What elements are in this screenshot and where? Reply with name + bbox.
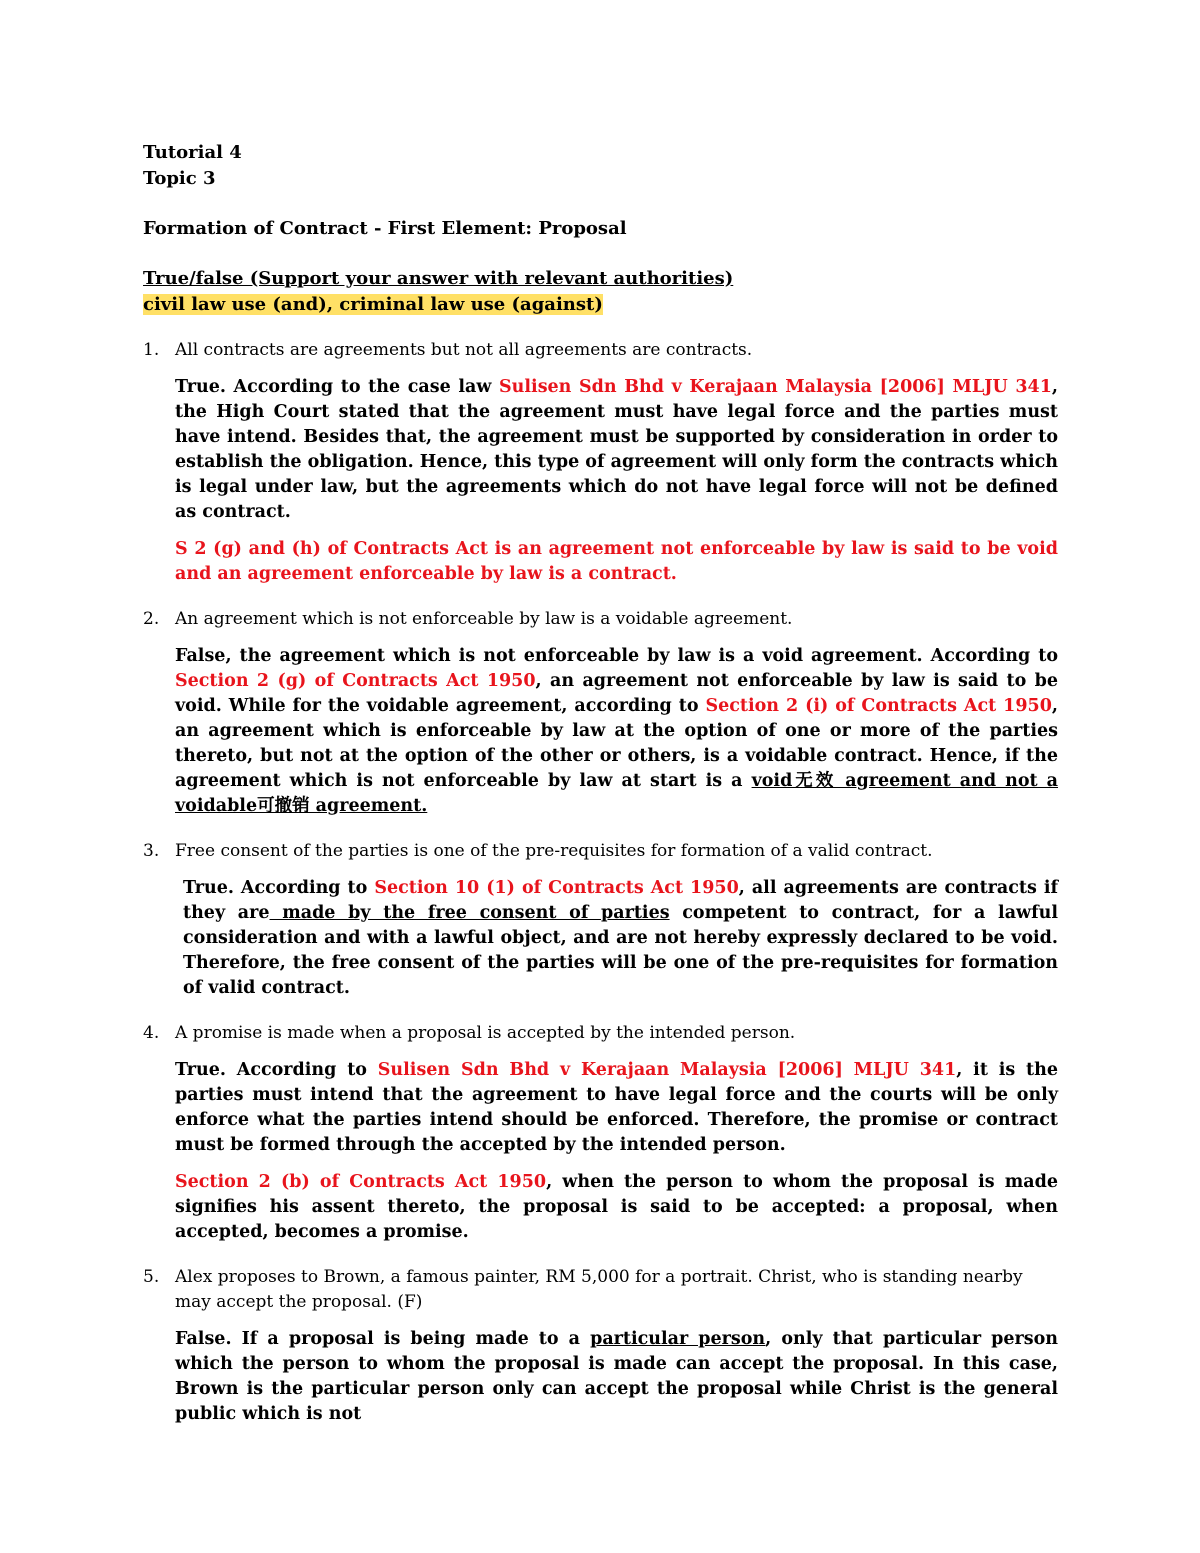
document-body <box>143 140 1058 1427</box>
document-title: Formation of Contract - First Element: Proposal <box>143 218 627 239</box>
underlined-phrase: particular person <box>590 1329 766 1349</box>
answer-2: False, the agreement which is not enforceable by law is a void agreement. According to Section 2 (g) of Contracts Act 1950, an agreement not enforceable by law is said to be void. While for the voidable agreement, according to Section 2 (i) of Contracts Act 1950, an agreement which is enforceable by law at the option of one or more of the parties thereto, but not at the option of the other or others, is a voidable contract. Hence, if the agreement which is not enforceable by law at start is a void无效 agreement and not a voidable可撤销 agreement. <box>175 646 1059 816</box>
case-citation: Sulisen Sdn Bhd v Kerajaan Malaysia [2006] MLJU 341 <box>499 377 1052 397</box>
question-number: 1. <box>143 340 160 360</box>
highlighted-note: civil law use (and), criminal law use (against) <box>143 294 603 315</box>
question-1 <box>143 338 1058 363</box>
topic-heading: Topic 3 <box>143 168 216 189</box>
question-text: All contracts are agreements but not all agreements are contracts. <box>175 340 753 360</box>
tutorial-heading: Tutorial 4 <box>143 142 242 163</box>
answer-1: True. According to the case law Sulisen Sdn Bhd v Kerajaan Malaysia [2006] MLJU 341, the High Court stated that the agreement must have legal force and the parties must have intend. Besides that, the agreement must be supported by consideration in order to establish the obligation. Hence, this type of agreement will only form the contracts which is legal under law, but the agreements which do not have legal force will not be defined as contract. <box>175 377 1058 522</box>
question-text: Alex proposes to Brown, a famous painter, RM 5,000 for a portrait. Christ, who is standing nearby may accept the proposal. (F) <box>175 1267 1023 1312</box>
question-text: Free consent of the parties is one of the pre-requisites for formation of a valid contract. <box>175 841 933 861</box>
answer-4-statute: Section 2 (b) of Contracts Act 1950, when the person to whom the proposal is made signifies his assent thereto, the proposal is said to be accepted: a proposal, when accepted, becomes a promise. <box>175 1172 1058 1242</box>
question-number: 4. <box>143 1023 160 1043</box>
statute-citation: Section 2 (i) of Contracts Act 1950 <box>705 696 1052 716</box>
question-number: 5. <box>143 1267 160 1287</box>
underlined-conclusion: void无效 agreement and not a voidable可撤销 agreement. <box>175 771 1059 816</box>
statute-citation: Section 2 (g) of Contracts Act 1950 <box>175 671 536 691</box>
question-text: A promise is made when a proposal is accepted by the intended person. <box>175 1023 796 1043</box>
question-text: An agreement which is not enforceable by law is a voidable agreement. <box>175 609 793 629</box>
answer-1-statute: S 2 (g) and (h) of Contracts Act is an agreement not enforceable by law is said to be void and an agreement enforceable by law is a contract. <box>175 539 1058 584</box>
question-5 <box>143 1265 1058 1315</box>
question-number: 2. <box>143 609 160 629</box>
question-number: 3. <box>143 841 160 861</box>
instruction-line: True/false (Support your answer with relevant authorities) <box>143 268 734 289</box>
law-note <box>143 292 1058 318</box>
underlined-phrase: made by the free consent of parties <box>269 903 670 923</box>
answer-4: True. According to Sulisen Sdn Bhd v Kerajaan Malaysia [2006] MLJU 341, it is the parties must intend that the agreement to have legal force and the courts will be only enforce what the parties intend should be enforced. Therefore, the promise or contract must be formed through the accepted by the intended person. <box>175 1060 1058 1155</box>
question-3 <box>143 839 1058 864</box>
question-4 <box>143 1021 1058 1046</box>
statute-citation: Section 2 (b) of Contracts Act 1950 <box>175 1172 547 1192</box>
case-citation: Sulisen Sdn Bhd v Kerajaan Malaysia [2006] MLJU 341 <box>377 1060 957 1080</box>
statute-citation: Section 10 (1) of Contracts Act 1950 <box>374 878 739 898</box>
answer-5: False. If a proposal is being made to a particular person, only that particular person which the person to whom the proposal is made can accept the proposal. In this case, Brown is the particular person only can accept the proposal while Christ is the general public which is not <box>175 1329 1058 1424</box>
answer-3: True. According to Section 10 (1) of Contracts Act 1950, all agreements are contracts if they are made by the free consent of parties competent to contract, for a lawful consideration and with a lawful object, and are not hereby expressly declared to be void. Therefore, the free consent of the parties will be one of the pre-requisites for formation of valid contract. <box>183 878 1059 998</box>
question-2 <box>143 607 1058 632</box>
